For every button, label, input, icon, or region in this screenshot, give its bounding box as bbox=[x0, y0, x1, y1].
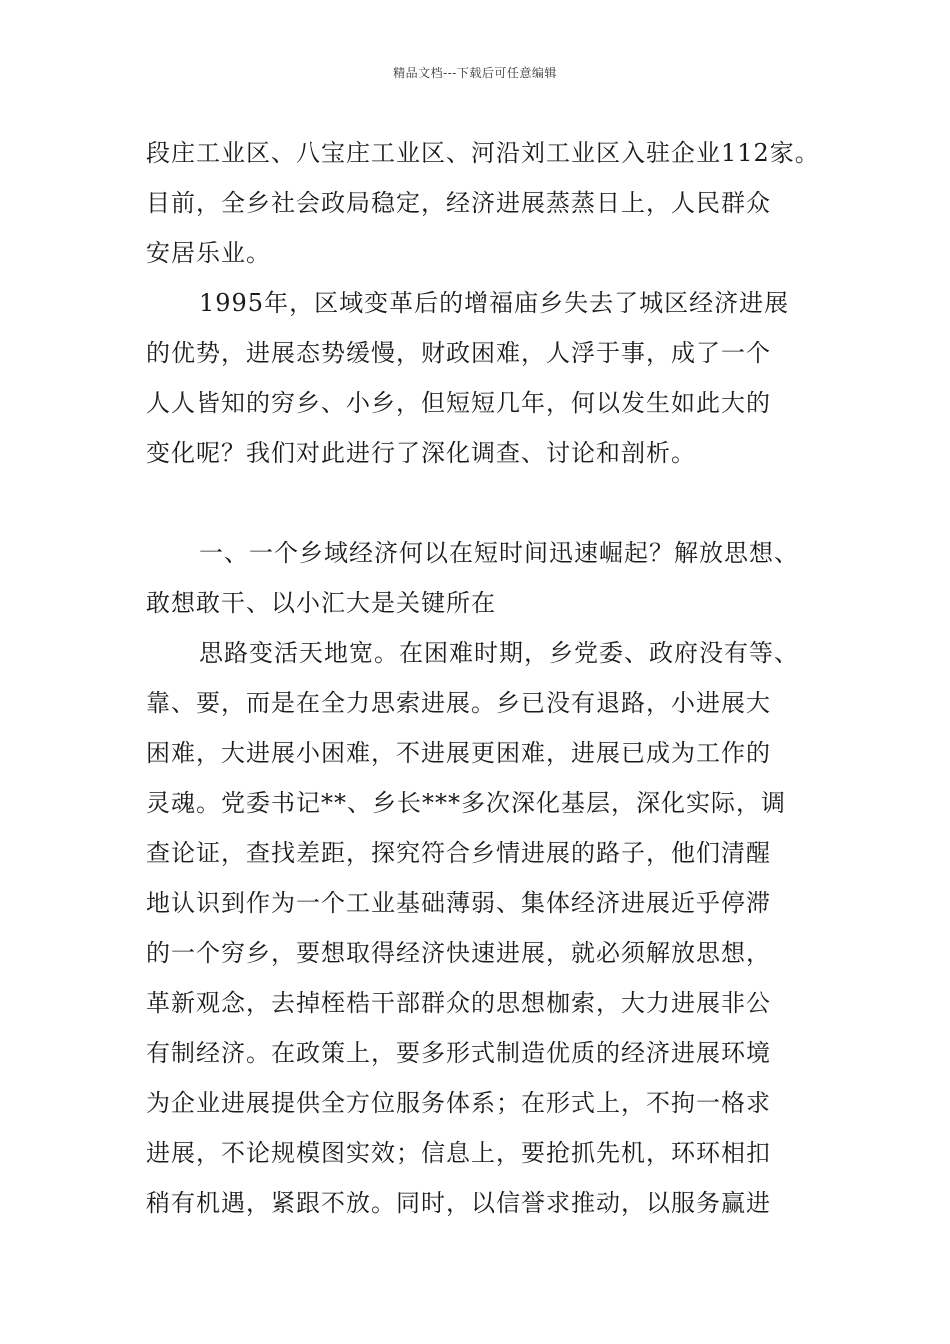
text-line: 革新观念，去掉桎梏干部群众的思想枷索，大力进展非公 bbox=[146, 989, 771, 1017]
section-heading-1 bbox=[146, 528, 814, 628]
paragraph-1995 bbox=[146, 278, 814, 478]
text-line: 安居乐业。 bbox=[146, 239, 271, 267]
text-line: 为企业进展提供全方位服务体系；在形式上，不拘一格求 bbox=[146, 1089, 771, 1117]
text-line: 变化呢？我们对此进行了深化调查、讨论和剖析。 bbox=[146, 439, 696, 467]
text-line: 的优势，进展态势缓慢，财政困难，人浮于事，成了一个 bbox=[146, 339, 771, 367]
text-line: 人人皆知的穷乡、小乡，但短短几年，何以发生如此大的 bbox=[146, 389, 771, 417]
text-line: 有制经济。在政策上，要多形式制造优质的经济进展环境 bbox=[146, 1039, 771, 1067]
paragraph-thinking bbox=[146, 628, 814, 1228]
text-line: 的一个穷乡，要想取得经济快速进展，就必须解放思想， bbox=[146, 939, 771, 967]
paragraph-gap bbox=[146, 478, 814, 528]
text-line: 灵魂。党委书记**、乡长***多次深化基层，深化实际，调 bbox=[146, 789, 786, 817]
text-line: 进展，不论规模图实效；信息上，要抢抓先机，环环相扣 bbox=[146, 1139, 771, 1167]
text-line: 目前，全乡社会政局稳定，经济进展蒸蒸日上，人民群众 bbox=[146, 189, 771, 217]
heading-line: 一、一个乡域经济何以在短时间迅速崛起？解放思想、 bbox=[199, 539, 799, 567]
text-line: 查论证，查找差距，探究符合乡情进展的路子，他们清醒 bbox=[146, 839, 771, 867]
text-line: 困难，大进展小困难，不进展更困难，进展已成为工作的 bbox=[146, 739, 771, 767]
text-line: 思路变活天地宽。在困难时期，乡党委、政府没有等、 bbox=[199, 639, 799, 667]
text-line: 1995年，区域变革后的增福庙乡失去了城区经济进展 bbox=[199, 289, 790, 317]
page-header: 精品文档---下载后可任意编辑 bbox=[393, 66, 557, 80]
paragraph-intro-end bbox=[146, 128, 820, 278]
document-body bbox=[146, 128, 820, 1228]
heading-line: 敢想敢干、以小汇大是关键所在 bbox=[146, 589, 496, 617]
text-line: 靠、要，而是在全力思索进展。乡已没有退路，小进展大 bbox=[146, 689, 771, 717]
text-line: 段庄工业区、八宝庄工业区、河沿刘工业区入驻企业112家。 bbox=[146, 139, 820, 167]
text-line: 稍有机遇，紧跟不放。同时，以信誉求推动，以服务赢进 bbox=[146, 1189, 771, 1217]
text-line: 地认识到作为一个工业基础薄弱、集体经济进展近乎停滞 bbox=[146, 889, 771, 917]
